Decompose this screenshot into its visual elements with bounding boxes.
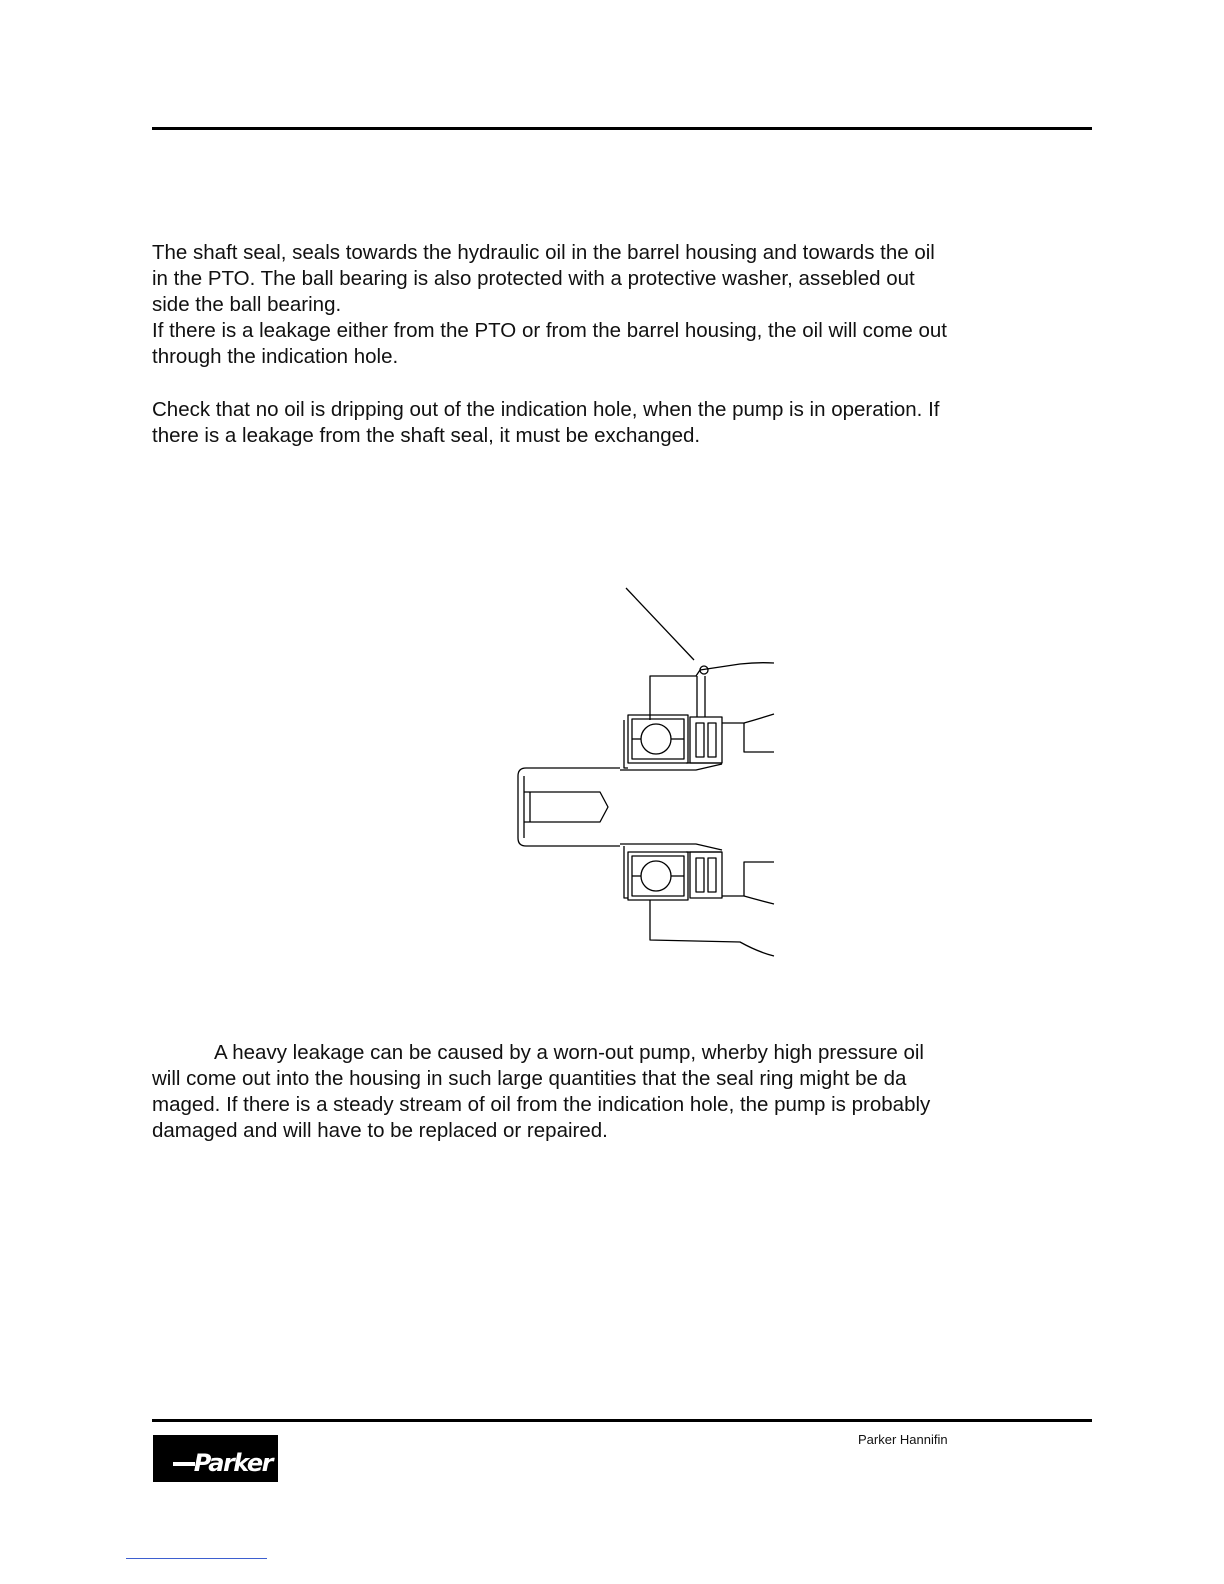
- housing-bottom-outline: [650, 900, 774, 956]
- paragraph-shaft-seal: [152, 240, 1052, 370]
- shaft: [518, 768, 620, 846]
- company-name: Parker Hannifin: [858, 1432, 948, 1447]
- shaft-centre-bore: [524, 792, 608, 822]
- text-line: A heavy leakage can be caused by a worn-out pump, wherby high pressure oil: [214, 1041, 924, 1064]
- footer-rule: [152, 1419, 1092, 1422]
- bearing-ball-bottom: [641, 861, 671, 891]
- text-line: side the ball bearing.: [152, 293, 342, 316]
- logo-text: Parker: [193, 1449, 272, 1477]
- protective-washer-bottom: [620, 844, 722, 850]
- leader-line: [626, 588, 694, 660]
- shaft-seal-cross-section-figure: [500, 580, 800, 965]
- text-line: The shaft seal, seals towards the hydraulic oil in the barrel housing and towards the oil: [152, 241, 935, 264]
- logo-bar: [173, 1462, 195, 1466]
- bearing-ball-top: [641, 724, 671, 754]
- housing-bore-top: [722, 714, 774, 723]
- text-line: Check that no oil is dripping out of the indication hole, when the pump is in operation. If: [152, 398, 940, 421]
- text-line: in the PTO. The ball bearing is also protected with a protective washer, assebled out: [152, 267, 915, 290]
- header-rule: [152, 127, 1092, 130]
- housing-bore-bottom: [722, 896, 774, 904]
- shaft-seal-top: [690, 717, 722, 763]
- text-line: there is a leakage from the shaft seal, it must be exchanged.: [152, 424, 701, 447]
- paragraph-check-leakage: [152, 397, 1052, 449]
- text-line: through the indication hole.: [152, 345, 399, 368]
- housing-top-outline: [650, 663, 774, 720]
- text-line: maged. If there is a steady stream of oil from the indication hole, the pump is probably: [152, 1093, 931, 1116]
- text-line: If there is a leakage either from the PTO or from the barrel housing, the oil will come out: [152, 319, 947, 342]
- parker-logo: [153, 1435, 278, 1482]
- shaft-seal-drawing: [500, 580, 800, 965]
- text-line: damaged and will have to be replaced or repaired.: [152, 1119, 608, 1142]
- bottom-link-underline[interactable]: [126, 1558, 267, 1559]
- text-line: will come out into the housing in such large quantities that the seal ring might be da: [152, 1067, 907, 1090]
- shaft-seal-bottom: [690, 852, 722, 898]
- paragraph-heavy-leakage: [152, 1040, 1052, 1144]
